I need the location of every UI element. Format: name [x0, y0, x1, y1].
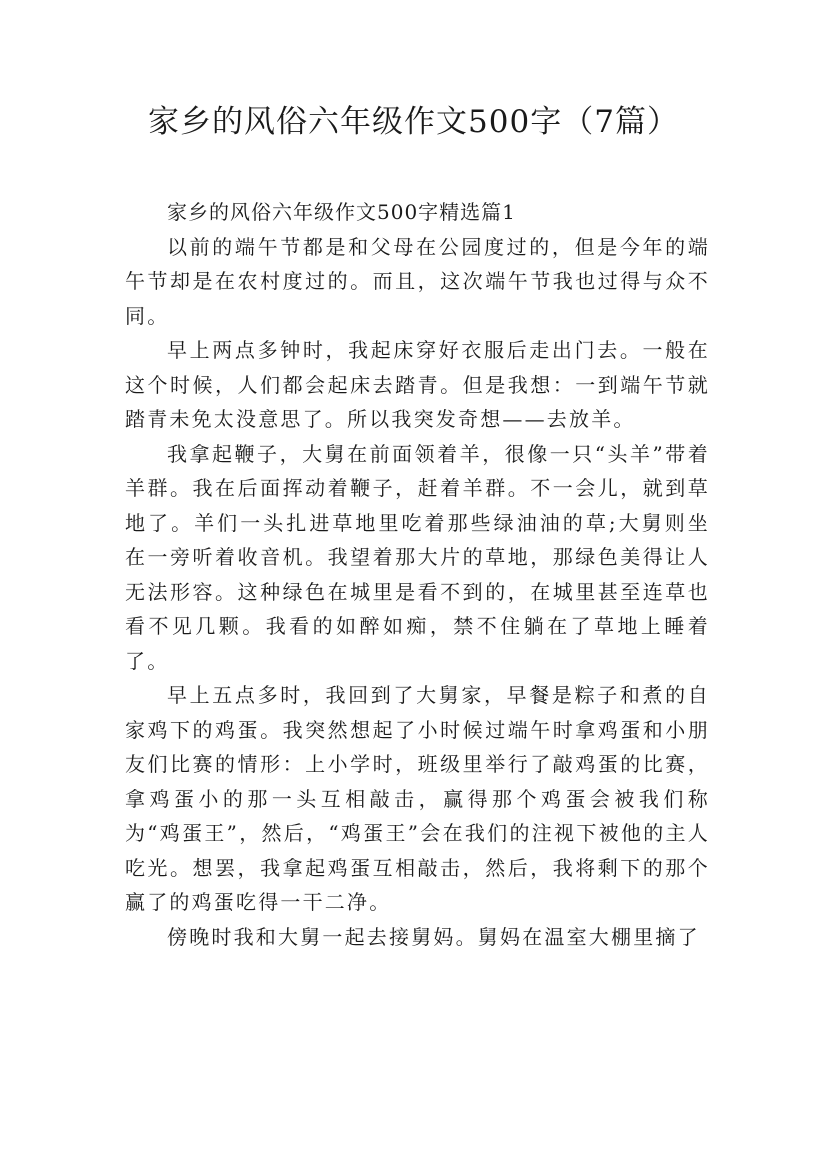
- paragraph: 早上两点多钟时，我起床穿好衣服后走出门去。一般在这个时候，人们都会起床去踏青。但是我想：一到端午节就踏青未免太没意思了。所以我突发奇想——去放羊。: [125, 338, 710, 431]
- paragraph: 我拿起鞭子，大舅在前面领着羊，很像一只“头羊”带着羊群。我在后面挥动着鞭子，赶着羊群。不一会儿，就到草地了。羊们一头扎进草地里吃着那些绿油油的草;大舅则坐在一旁听着收音机。我望着那大片的草地，那绿色美得让人无法形容。这种绿色在城里是看不到的，在城里甚至连草也看不见几颗。我看的如醉如痴，禁不住躺在了草地上睡着了。: [125, 441, 710, 673]
- paragraph: 以前的端午节都是和父母在公园度过的，但是今年的端午节却是在农村度过的。而且，这次端午节我也过得与众不同。: [125, 234, 710, 328]
- document-title: 家乡的风俗六年级作文500字（7篇）: [148, 104, 679, 140]
- section-heading: 家乡的风俗六年级作文500字精选篇1: [167, 200, 516, 224]
- paragraph: 傍晚时我和大舅一起去接舅妈。舅妈在温室大棚里摘了: [167, 924, 700, 949]
- document-body: [125, 195, 710, 954]
- paragraph: 早上五点多时，我回到了大舅家，早餐是粽子和煮的自家鸡下的鸡蛋。我突然想起了小时候过端午时拿鸡蛋和小朋友们比赛的情形：上小学时，班级里举行了敲鸡蛋的比赛，拿鸡蛋小的那一头互相敲击，赢得那个鸡蛋会被我们称为“鸡蛋王”，然后，“鸡蛋王”会在我们的注视下被他的主人吃光。想罢，我拿起鸡蛋互相敲击，然后，我将剩下的那个赢了的鸡蛋吃得一干二净。: [125, 683, 710, 914]
